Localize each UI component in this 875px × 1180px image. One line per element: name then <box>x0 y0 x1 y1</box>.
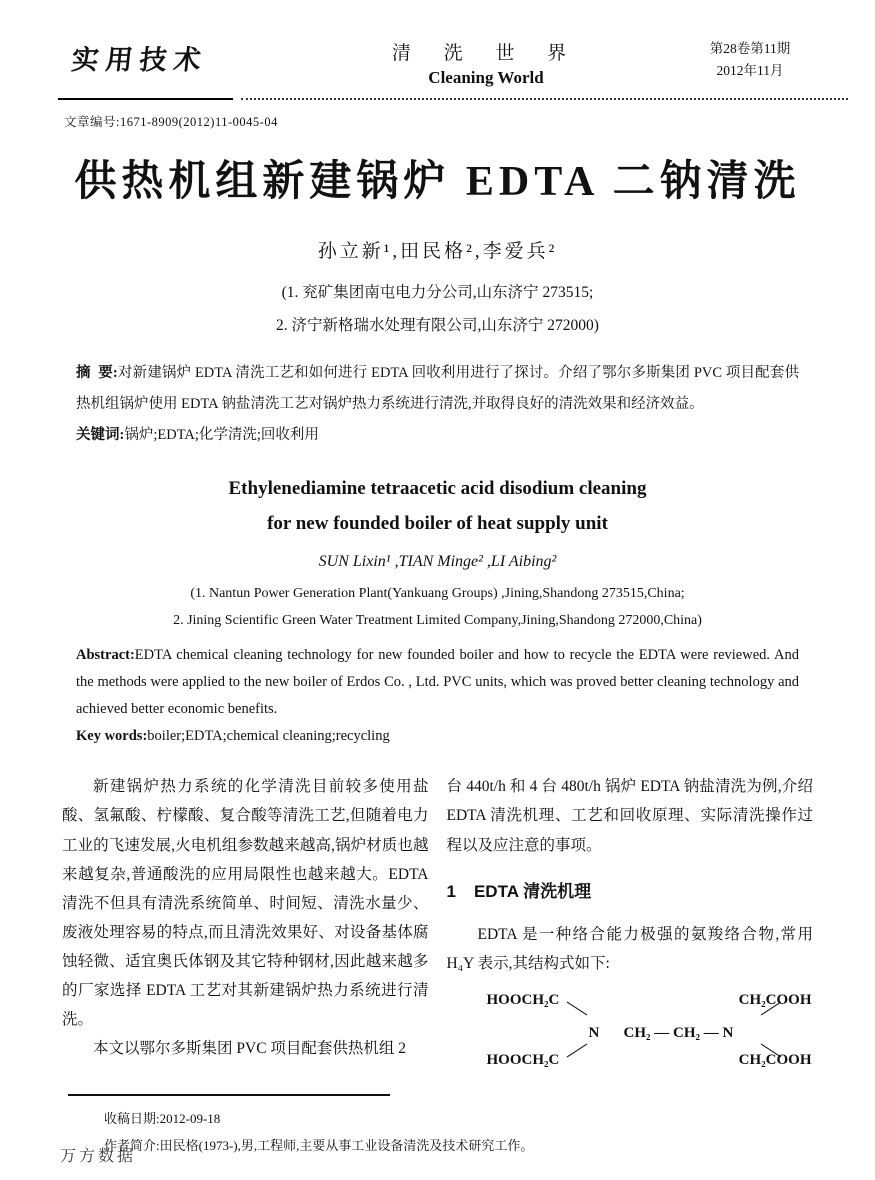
title-en-line2: for new founded boiler of heat supply unit <box>267 513 608 535</box>
abstract-cn-label: 摘 要: <box>76 365 118 382</box>
body-left-paragraph-1: 新建锅炉热力系统的化学清洗目前较多使用盐酸、氢氟酸、柠檬酸、复合酸等清洗工艺,但随着电力工业的飞速发展,火电机组参数越来越高,锅炉材质也越来越复杂,普通酸洗的应用局限性也越来越大。EDTA 清洗不但具有清洗系统简单、时间短、清洗水量少、废液处理容易的特点,而且清洗效果好、对设备基体腐蚀轻微、适宜奥氏体钢及其它特种钢材,因此越来越多的厂家选择 EDTA 工艺对其新建锅炉热力系统进行清洗。 <box>62 778 429 1029</box>
body-right-paragraph-2: EDTA 是一种络合能力极强的氨羧络合物,常用 H₄Y 表示,其结构式如下: <box>446 925 813 972</box>
header-rule-solid <box>58 98 233 100</box>
formula-top-right-group: CH₂COOH <box>738 991 812 1008</box>
journal-title-en: Cleaning World <box>428 68 544 87</box>
abstract-cn <box>76 358 799 420</box>
column-rubric-label: 实用技术 <box>70 45 210 75</box>
title-en-line1: Ethylenediamine tetraacetic acid disodium cleaning <box>228 477 647 499</box>
keywords-cn-label: 关键词: <box>76 427 125 444</box>
article-number: 文章编号:1671-8909(2012)11-0045-04 <box>64 115 278 129</box>
page-header <box>0 0 875 88</box>
affiliation-cn-1: (1. 兖矿集团南屯电力分公司,山东济宁 273515; <box>281 284 594 301</box>
keywords-en <box>76 723 799 751</box>
body-columns <box>62 772 813 1074</box>
issue-info <box>670 38 830 83</box>
formula-left-nitrogen: N <box>588 1024 600 1041</box>
edta-structural-formula <box>477 986 812 1074</box>
section-1-number: 1 <box>446 881 456 901</box>
footnote-rule <box>68 1094 390 1096</box>
keywords-cn-text: 锅炉;EDTA;化学清洗;回收利用 <box>124 427 319 444</box>
body-right-paragraph-1: 台 440t/h 和 4 台 480t/h 锅炉 EDTA 钠盐清洗为例,介绍 EDTA 清洗机理、工艺和回收原理、实际清洗操作过程以及应注意的事项。 <box>446 778 813 854</box>
section-heading-1 <box>447 876 814 908</box>
header-rule-dotted <box>241 98 848 100</box>
authors-cn: 孙立新¹,田民格²,李爱兵² <box>317 241 558 262</box>
abstract-en-text: EDTA chemical cleaning technology for new founded boiler and how to recycle the EDTA were reviewed. And the methods were applied to the new boiler of Erdos Co. , Ltd. PVC units, which was proved better cleaning technology and achieved better economic benefits. <box>76 647 799 717</box>
body-left-paragraph-2: 本文以鄂尔多斯集团 PVC 项目配套供热机组 2 <box>93 1040 407 1058</box>
affiliation-en-1: (1. Nantun Power Generation Plant(Yankuang Groups) ,Jining,Shandong 273515,China; <box>190 586 685 602</box>
volume-issue: 第28卷第11期 <box>709 41 791 56</box>
keywords-en-label: Key words: <box>76 727 148 744</box>
journal-masthead <box>302 38 670 88</box>
abstract-en-label: Abstract: <box>76 647 135 664</box>
author-bio: 作者简介:田民格(1973-),男,工程师,主要从事工业设备清洗及技术研究工作。 <box>104 1137 534 1153</box>
keywords-cn <box>76 420 799 450</box>
article-title-cn: 供热机组新建锅炉 EDTA 二钠清洗 <box>74 159 801 205</box>
body-column-right <box>447 772 814 1074</box>
abstract-en <box>76 642 799 722</box>
received-date: 收稿日期:2012-09-18 <box>104 1110 221 1126</box>
wanfang-watermark: 万方数据 <box>60 1148 137 1165</box>
journal-title-cn: 清 洗 世 界 <box>391 43 581 64</box>
affiliations-cn <box>0 277 875 342</box>
header-rule <box>58 98 848 100</box>
authors-en: SUN Lixin¹ ,TIAN Minge² ,LI Aibing² <box>318 553 557 571</box>
bond-top-left <box>566 1001 587 1015</box>
formula-bottom-right-group: CH₂COOH <box>738 1051 812 1068</box>
affiliation-en-2: 2. Jining Scientific Green Water Treatment Limited Company,Jining,Shandong 272000,China) <box>173 612 702 628</box>
affiliations-en <box>0 581 875 634</box>
article-title-en <box>0 471 875 541</box>
keywords-en-text: boiler;EDTA;chemical cleaning;recycling <box>147 727 390 744</box>
formula-backbone-chain: CH₂ — CH₂ — N <box>623 1024 734 1041</box>
section-1-title: EDTA 清洗机理 <box>473 881 592 901</box>
issue-date: 2012年11月 <box>716 63 784 79</box>
bond-bottom-left <box>566 1043 587 1057</box>
column-rubric <box>72 38 302 77</box>
affiliation-cn-2: 2. 济宁新格瑞水处理有限公司,山东济宁 272000) <box>276 316 599 334</box>
formula-top-left-group: HOOCH₂C <box>486 991 560 1008</box>
formula-bottom-left-group: HOOCH₂C <box>486 1051 560 1068</box>
abstract-cn-text: 对新建锅炉 EDTA 清洗工艺和如何进行 EDTA 回收利用进行了探讨。介绍了鄂尔多斯集团 PVC 项目配套供热机组锅炉使用 EDTA 钠盐清洗工艺对锅炉热力系统进行清洗,并取得良好的清洗效果和经济效益。 <box>76 365 799 413</box>
body-column-left <box>62 772 429 1074</box>
